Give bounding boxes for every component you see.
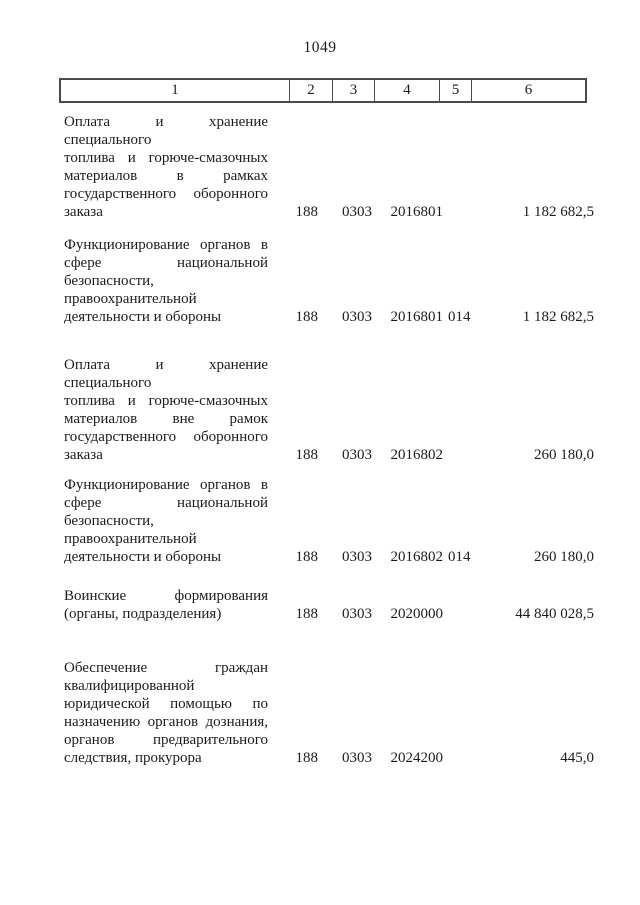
row-code-target-item: 2016801 xyxy=(390,308,443,325)
row-code-chapter: 188 xyxy=(295,605,318,622)
row-amount: 1 182 682,5 xyxy=(522,308,594,325)
row-name-cell: Оплата и хранение специального топлива и горюче-смазочных материалов в рамках государственного оборонного заказа xyxy=(64,114,268,220)
row-code-section: 0303 xyxy=(342,446,372,463)
row-code-chapter: 188 xyxy=(295,308,318,325)
page-number: 1049 xyxy=(303,39,337,56)
row-code-chapter: 188 xyxy=(295,749,318,766)
header-cell-4: 4 xyxy=(375,80,440,101)
table-row xyxy=(64,114,594,221)
header-cell-5: 5 xyxy=(440,80,472,101)
table-row xyxy=(64,357,594,464)
row-name-cell: Обеспечение граждан квалифицированной юридической помощью по назначению органов дознания, органов предварительного следствия, прокурора xyxy=(64,660,268,766)
row-code-expense-type: 014 xyxy=(448,308,471,325)
row-code-target-item: 2016802 xyxy=(390,548,443,565)
header-cell-1: 1 xyxy=(61,80,290,101)
row-name-cell: Воинские формирования (органы, подразделения) xyxy=(64,588,268,622)
row-code-expense-type: 014 xyxy=(448,548,471,565)
table-header-row xyxy=(59,78,587,103)
row-amount: 260 180,0 xyxy=(534,548,594,565)
table-row xyxy=(64,237,594,327)
header-cell-6: 6 xyxy=(524,82,533,98)
row-name-cell: Функционирование органов в сфере национальной безопасности, правоохранительной деятельности и обороны xyxy=(64,237,268,325)
row-code-chapter: 188 xyxy=(295,446,318,463)
row-code-target-item: 2020000 xyxy=(390,605,443,622)
row-amount: 44 840 028,5 xyxy=(515,605,594,622)
header-cell-2: 2 xyxy=(290,80,333,101)
row-code-section: 0303 xyxy=(342,548,372,565)
table-row xyxy=(64,660,594,767)
row-name-cell: Функционирование органов в сфере национальной безопасности, правоохранительной деятельности и обороны xyxy=(64,477,268,565)
row-code-target-item: 2024200 xyxy=(390,749,443,766)
row-code-section: 0303 xyxy=(342,308,372,325)
row-amount: 1 182 682,5 xyxy=(522,203,594,220)
row-code-target-item: 2016801 xyxy=(390,203,443,220)
row-code-section: 0303 xyxy=(342,605,372,622)
header-cell-3: 3 xyxy=(333,80,375,101)
table-row xyxy=(64,477,594,567)
row-code-chapter: 188 xyxy=(295,548,318,565)
row-code-section: 0303 xyxy=(342,203,372,220)
row-code-target-item: 2016802 xyxy=(390,446,443,463)
table-row xyxy=(64,588,594,624)
row-amount: 260 180,0 xyxy=(534,446,594,463)
row-code-section: 0303 xyxy=(342,749,372,766)
row-amount: 445,0 xyxy=(560,749,594,766)
row-name-cell: Оплата и хранение специального топлива и горюче-смазочных материалов вне рамок государственного оборонного заказа xyxy=(64,357,268,463)
row-code-chapter: 188 xyxy=(295,203,318,220)
